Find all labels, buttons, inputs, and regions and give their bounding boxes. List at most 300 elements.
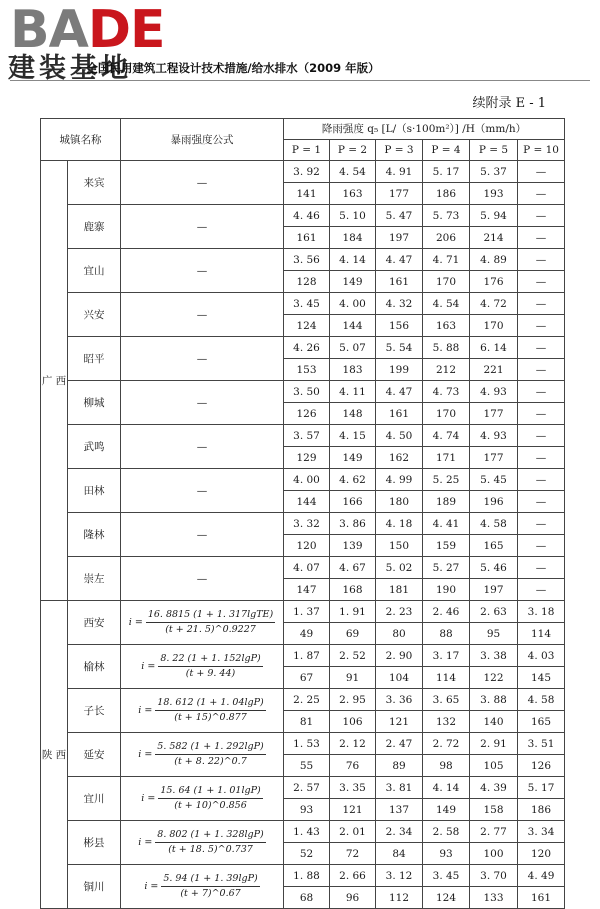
city-name: 鹿寨: [68, 205, 121, 249]
h-value-cell: 170: [423, 271, 470, 293]
q-value-cell: 2. 91: [470, 733, 518, 755]
q-value-cell: —: [518, 425, 565, 447]
q-value-cell: 5. 46: [470, 557, 518, 579]
table-body: [41, 161, 565, 909]
province-cell: 广 西: [41, 161, 68, 601]
q-value-cell: 2. 23: [376, 601, 423, 623]
table-row: [41, 161, 565, 183]
h-value-cell: 161: [376, 403, 423, 425]
h-value-cell: —: [518, 447, 565, 469]
q-value-cell: 5. 27: [423, 557, 470, 579]
q-value-cell: 3. 45: [423, 865, 470, 887]
q-value-cell: —: [518, 293, 565, 315]
city-name: 柳城: [68, 381, 121, 425]
h-value-cell: 162: [376, 447, 423, 469]
formula-cell: —: [121, 293, 284, 337]
q-value-cell: 5. 45: [470, 469, 518, 491]
h-value-cell: 72: [330, 843, 376, 865]
h-value-cell: 163: [330, 183, 376, 205]
h-value-cell: 176: [470, 271, 518, 293]
h-value-cell: 137: [376, 799, 423, 821]
h-value-cell: 128: [284, 271, 330, 293]
table-row: [41, 733, 565, 755]
q-value-cell: 2. 52: [330, 645, 376, 667]
formula-denominator: (t + 9. 44): [185, 668, 236, 679]
h-value-cell: —: [518, 315, 565, 337]
q-value-cell: 4. 14: [423, 777, 470, 799]
q-value-cell: 4. 58: [518, 689, 565, 711]
formula-cell: —: [121, 205, 284, 249]
h-value-cell: 114: [423, 667, 470, 689]
header-period: P = 10: [518, 140, 565, 161]
city-name: 宜山: [68, 249, 121, 293]
h-value-cell: 106: [330, 711, 376, 733]
h-value-cell: 186: [518, 799, 565, 821]
q-value-cell: 3. 81: [376, 777, 423, 799]
q-value-cell: 3. 65: [423, 689, 470, 711]
q-value-cell: 4. 93: [470, 425, 518, 447]
table-row: [41, 689, 565, 711]
h-value-cell: 81: [284, 711, 330, 733]
q-value-cell: 1. 91: [330, 601, 376, 623]
q-value-cell: 4. 15: [330, 425, 376, 447]
h-value-cell: 133: [470, 887, 518, 909]
table-row: [41, 249, 565, 271]
h-value-cell: 96: [330, 887, 376, 909]
table-row: [41, 293, 565, 315]
header-period: P = 5: [470, 140, 518, 161]
h-value-cell: 189: [423, 491, 470, 513]
h-value-cell: 150: [376, 535, 423, 557]
formula-numerator: 18. 612 (1 + 1. 04lgP): [155, 697, 265, 711]
q-value-cell: 5. 17: [518, 777, 565, 799]
formula-cell: —: [121, 337, 284, 381]
h-value-cell: 140: [470, 711, 518, 733]
q-value-cell: —: [518, 249, 565, 271]
header-period: P = 1: [284, 140, 330, 161]
logo-text-ba: BA: [10, 0, 88, 60]
q-value-cell: 2. 46: [423, 601, 470, 623]
h-value-cell: —: [518, 579, 565, 601]
h-value-cell: —: [518, 271, 565, 293]
q-value-cell: 4. 49: [518, 865, 565, 887]
h-value-cell: 153: [284, 359, 330, 381]
q-value-cell: 4. 11: [330, 381, 376, 403]
h-value-cell: 170: [423, 403, 470, 425]
h-value-cell: 120: [284, 535, 330, 557]
formula-cell: —: [121, 425, 284, 469]
header-divider: [10, 80, 590, 81]
formula-cell: —: [121, 513, 284, 557]
h-value-cell: 120: [518, 843, 565, 865]
q-value-cell: 4. 50: [376, 425, 423, 447]
q-value-cell: 1. 53: [284, 733, 330, 755]
formula-fraction: [144, 873, 259, 900]
q-value-cell: 4. 41: [423, 513, 470, 535]
h-value-cell: 121: [376, 711, 423, 733]
city-name: 西安: [68, 601, 121, 645]
q-value-cell: 5. 10: [330, 205, 376, 227]
h-value-cell: 68: [284, 887, 330, 909]
q-value-cell: 2. 34: [376, 821, 423, 843]
h-value-cell: 84: [376, 843, 423, 865]
q-value-cell: 5. 17: [423, 161, 470, 183]
h-value-cell: —: [518, 535, 565, 557]
formula-denominator: (t + 18. 5)^0.737: [168, 844, 253, 855]
q-value-cell: 3. 36: [376, 689, 423, 711]
city-name: 兴安: [68, 293, 121, 337]
formula-lhs: i =: [138, 836, 153, 848]
q-value-cell: 4. 03: [518, 645, 565, 667]
q-value-cell: 4. 32: [376, 293, 423, 315]
q-value-cell: 5. 88: [423, 337, 470, 359]
formula-cell: —: [121, 469, 284, 513]
table-row: [41, 513, 565, 535]
h-value-cell: 145: [518, 667, 565, 689]
formula-lhs: i =: [138, 748, 153, 760]
city-name: 昭平: [68, 337, 121, 381]
formula-lhs: i =: [141, 792, 156, 804]
h-value-cell: 159: [423, 535, 470, 557]
h-value-cell: 197: [470, 579, 518, 601]
formula-cell: —: [121, 381, 284, 425]
h-value-cell: 139: [330, 535, 376, 557]
city-name: 彬县: [68, 821, 121, 865]
h-value-cell: 149: [330, 447, 376, 469]
h-value-cell: 166: [330, 491, 376, 513]
q-value-cell: 4. 71: [423, 249, 470, 271]
appendix-label: 续附录 E - 1: [472, 96, 546, 111]
q-value-cell: 3. 35: [330, 777, 376, 799]
formula-denominator: (t + 10)^0.856: [174, 800, 247, 811]
h-value-cell: 144: [284, 491, 330, 513]
formula-denominator: (t + 8. 22)^0.7: [174, 756, 247, 767]
q-value-cell: —: [518, 205, 565, 227]
q-value-cell: —: [518, 469, 565, 491]
formula-cell: —: [121, 557, 284, 601]
h-value-cell: 122: [470, 667, 518, 689]
h-value-cell: 197: [376, 227, 423, 249]
formula-cell: [121, 601, 284, 645]
q-value-cell: 5. 02: [376, 557, 423, 579]
h-value-cell: 183: [330, 359, 376, 381]
q-value-cell: 4. 47: [376, 381, 423, 403]
h-value-cell: 93: [423, 843, 470, 865]
q-value-cell: 5. 54: [376, 337, 423, 359]
table-row: [41, 381, 565, 403]
header-period: P = 2: [330, 140, 376, 161]
h-value-cell: 212: [423, 359, 470, 381]
h-value-cell: 105: [470, 755, 518, 777]
q-value-cell: 1. 37: [284, 601, 330, 623]
q-value-cell: 4. 89: [470, 249, 518, 271]
h-value-cell: 126: [518, 755, 565, 777]
q-value-cell: 5. 47: [376, 205, 423, 227]
h-value-cell: 95: [470, 623, 518, 645]
formula-denominator: (t + 15)^0.877: [174, 712, 247, 723]
h-value-cell: 69: [330, 623, 376, 645]
h-value-cell: 132: [423, 711, 470, 733]
q-value-cell: 2. 63: [470, 601, 518, 623]
h-value-cell: 177: [470, 403, 518, 425]
book-title: · 全国民用建筑工程设计技术措施/给水排水（2009 年版）: [78, 61, 380, 75]
brand-chinese: 建装基地: [8, 53, 132, 84]
q-value-cell: 4. 93: [470, 381, 518, 403]
q-value-cell: 5. 25: [423, 469, 470, 491]
q-value-cell: 3. 86: [330, 513, 376, 535]
q-value-cell: 3. 18: [518, 601, 565, 623]
header-period: P = 3: [376, 140, 423, 161]
h-value-cell: 190: [423, 579, 470, 601]
formula-numerator: 8. 22 (1 + 1. 152lgP): [158, 653, 262, 667]
q-value-cell: 4. 62: [330, 469, 376, 491]
formula-fraction: [141, 785, 262, 812]
city-name: 田林: [68, 469, 121, 513]
header-period: P = 4: [423, 140, 470, 161]
q-value-cell: 3. 92: [284, 161, 330, 183]
h-value-cell: 184: [330, 227, 376, 249]
q-value-cell: 2. 12: [330, 733, 376, 755]
q-value-cell: 5. 37: [470, 161, 518, 183]
h-value-cell: 158: [470, 799, 518, 821]
h-value-cell: 177: [376, 183, 423, 205]
q-value-cell: 4. 46: [284, 205, 330, 227]
formula-denominator: (t + 21. 5)^0.9227: [165, 624, 256, 635]
q-value-cell: 3. 12: [376, 865, 423, 887]
table-row: [41, 645, 565, 667]
q-value-cell: 4. 91: [376, 161, 423, 183]
h-value-cell: 221: [470, 359, 518, 381]
h-value-cell: 141: [284, 183, 330, 205]
q-value-cell: 5. 94: [470, 205, 518, 227]
rainfall-intensity-table: [40, 118, 565, 909]
h-value-cell: 93: [284, 799, 330, 821]
h-value-cell: 49: [284, 623, 330, 645]
table-row: [41, 557, 565, 579]
q-value-cell: 2. 47: [376, 733, 423, 755]
q-value-cell: 3. 70: [470, 865, 518, 887]
q-value-cell: 4. 14: [330, 249, 376, 271]
header-formula: 暴雨强度公式: [121, 119, 284, 161]
h-value-cell: 121: [330, 799, 376, 821]
h-value-cell: 171: [423, 447, 470, 469]
q-value-cell: 3. 88: [470, 689, 518, 711]
h-value-cell: 89: [376, 755, 423, 777]
q-value-cell: 3. 38: [470, 645, 518, 667]
q-value-cell: —: [518, 381, 565, 403]
q-value-cell: 4. 67: [330, 557, 376, 579]
q-value-cell: 2. 95: [330, 689, 376, 711]
q-value-cell: —: [518, 161, 565, 183]
h-value-cell: 193: [470, 183, 518, 205]
q-value-cell: 4. 74: [423, 425, 470, 447]
q-value-cell: 4. 73: [423, 381, 470, 403]
formula-fraction: [138, 697, 265, 724]
h-value-cell: —: [518, 491, 565, 513]
formula-numerator: 5. 94 (1 + 1. 39lgP): [161, 873, 259, 887]
q-value-cell: 4. 72: [470, 293, 518, 315]
formula-fraction: [141, 653, 262, 680]
q-value-cell: 4. 54: [423, 293, 470, 315]
q-value-cell: 2. 77: [470, 821, 518, 843]
formula-fraction: [129, 609, 275, 636]
h-value-cell: 180: [376, 491, 423, 513]
h-value-cell: 91: [330, 667, 376, 689]
h-value-cell: 124: [284, 315, 330, 337]
q-value-cell: 3. 51: [518, 733, 565, 755]
h-value-cell: —: [518, 227, 565, 249]
q-value-cell: 4. 47: [376, 249, 423, 271]
h-value-cell: 206: [423, 227, 470, 249]
table-row: [41, 469, 565, 491]
q-value-cell: 4. 00: [284, 469, 330, 491]
h-value-cell: 55: [284, 755, 330, 777]
bade-logo: [10, 0, 165, 60]
formula-lhs: i =: [144, 880, 159, 892]
q-value-cell: 4. 99: [376, 469, 423, 491]
q-value-cell: 3. 34: [518, 821, 565, 843]
table-row: [41, 821, 565, 843]
h-value-cell: 88: [423, 623, 470, 645]
formula-numerator: 8. 802 (1 + 1. 328lgP): [155, 829, 265, 843]
q-value-cell: 2. 90: [376, 645, 423, 667]
h-value-cell: 76: [330, 755, 376, 777]
q-value-cell: 3. 32: [284, 513, 330, 535]
table-row: [41, 777, 565, 799]
q-value-cell: 2. 25: [284, 689, 330, 711]
h-value-cell: —: [518, 359, 565, 381]
h-value-cell: 149: [423, 799, 470, 821]
formula-cell: [121, 865, 284, 909]
formula-numerator: 5. 582 (1 + 1. 292lgP): [155, 741, 265, 755]
h-value-cell: 52: [284, 843, 330, 865]
q-value-cell: 2. 01: [330, 821, 376, 843]
formula-fraction: [138, 741, 265, 768]
city-name: 延安: [68, 733, 121, 777]
h-value-cell: 161: [284, 227, 330, 249]
q-value-cell: 4. 26: [284, 337, 330, 359]
h-value-cell: 148: [330, 403, 376, 425]
q-value-cell: 4. 00: [330, 293, 376, 315]
q-value-cell: 5. 07: [330, 337, 376, 359]
h-value-cell: 149: [330, 271, 376, 293]
header-city: 城镇名称: [41, 119, 121, 161]
formula-fraction: [138, 829, 265, 856]
table-row: [41, 205, 565, 227]
h-value-cell: —: [518, 403, 565, 425]
city-name: 子长: [68, 689, 121, 733]
formula-cell: —: [121, 161, 284, 205]
q-value-cell: 5. 73: [423, 205, 470, 227]
formula-cell: —: [121, 249, 284, 293]
q-value-cell: 4. 58: [470, 513, 518, 535]
q-value-cell: 2. 66: [330, 865, 376, 887]
h-value-cell: 170: [470, 315, 518, 337]
h-value-cell: 112: [376, 887, 423, 909]
q-value-cell: 2. 57: [284, 777, 330, 799]
q-value-cell: 1. 43: [284, 821, 330, 843]
h-value-cell: 199: [376, 359, 423, 381]
h-value-cell: 104: [376, 667, 423, 689]
h-value-cell: —: [518, 183, 565, 205]
q-value-cell: 4. 54: [330, 161, 376, 183]
h-value-cell: 114: [518, 623, 565, 645]
formula-lhs: i =: [141, 660, 156, 672]
h-value-cell: 161: [518, 887, 565, 909]
q-value-cell: 3. 17: [423, 645, 470, 667]
q-value-cell: 4. 18: [376, 513, 423, 535]
h-value-cell: 165: [518, 711, 565, 733]
q-value-cell: 6. 14: [470, 337, 518, 359]
h-value-cell: 165: [470, 535, 518, 557]
city-name: 隆林: [68, 513, 121, 557]
table-row: [41, 601, 565, 623]
formula-cell: [121, 777, 284, 821]
formula-numerator: 15. 64 (1 + 1. 01lgP): [158, 785, 262, 799]
q-value-cell: 3. 56: [284, 249, 330, 271]
city-name: 武鸣: [68, 425, 121, 469]
h-value-cell: 156: [376, 315, 423, 337]
h-value-cell: 144: [330, 315, 376, 337]
city-name: 榆林: [68, 645, 121, 689]
province-cell: 陕 西: [41, 601, 68, 909]
formula-denominator: (t + 7)^0.67: [180, 888, 241, 899]
city-name: 宜川: [68, 777, 121, 821]
q-value-cell: —: [518, 557, 565, 579]
h-value-cell: 163: [423, 315, 470, 337]
h-value-cell: 186: [423, 183, 470, 205]
h-value-cell: 196: [470, 491, 518, 513]
logo-text-de: DE: [87, 0, 165, 60]
formula-lhs: i =: [138, 704, 153, 716]
h-value-cell: 161: [376, 271, 423, 293]
q-value-cell: 1. 88: [284, 865, 330, 887]
h-value-cell: 126: [284, 403, 330, 425]
h-value-cell: 129: [284, 447, 330, 469]
h-value-cell: 147: [284, 579, 330, 601]
formula-cell: [121, 689, 284, 733]
q-value-cell: 4. 07: [284, 557, 330, 579]
q-value-cell: —: [518, 337, 565, 359]
h-value-cell: 214: [470, 227, 518, 249]
q-value-cell: 3. 57: [284, 425, 330, 447]
h-value-cell: 124: [423, 887, 470, 909]
city-name: 崇左: [68, 557, 121, 601]
h-value-cell: 80: [376, 623, 423, 645]
city-name: 铜川: [68, 865, 121, 909]
q-value-cell: 2. 58: [423, 821, 470, 843]
q-value-cell: —: [518, 513, 565, 535]
formula-cell: [121, 821, 284, 865]
h-value-cell: 67: [284, 667, 330, 689]
header-intensity: 降雨强度 q₅ [L/（s·100m²）] /H（mm/h）: [284, 119, 565, 140]
table-row: [41, 425, 565, 447]
q-value-cell: 1. 87: [284, 645, 330, 667]
q-value-cell: 4. 39: [470, 777, 518, 799]
q-value-cell: 3. 45: [284, 293, 330, 315]
formula-numerator: 16. 8815 (1 + 1. 317lgTE): [146, 609, 275, 623]
table-row: [41, 865, 565, 887]
h-value-cell: 177: [470, 447, 518, 469]
q-value-cell: 2. 72: [423, 733, 470, 755]
h-value-cell: 168: [330, 579, 376, 601]
h-value-cell: 100: [470, 843, 518, 865]
h-value-cell: 98: [423, 755, 470, 777]
city-name: 来宾: [68, 161, 121, 205]
h-value-cell: 181: [376, 579, 423, 601]
formula-cell: [121, 645, 284, 689]
q-value-cell: 3. 50: [284, 381, 330, 403]
